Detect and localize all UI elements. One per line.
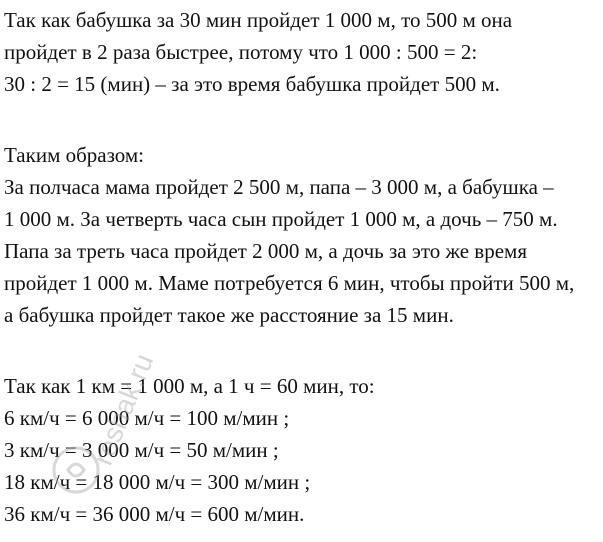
- text-line-3: 30 : 2 = 15 (мин) – за это время бабушка пройдет 500 м.: [4, 72, 500, 96]
- text-line-5: За полчаса мама пройдет 2 500 м, папа – 3 000 м, а бабушка –: [4, 175, 554, 199]
- text-line-9: а бабушка пройдет такое же расстояние за 15 мин.: [4, 303, 454, 327]
- text-line-8: пройдет 1 000 м. Маме потребуется 6 мин, чтобы пройти 500 м,: [4, 271, 575, 295]
- text-line-7: Папа за треть часа пройдет 2 000 м, а дочь за это же время: [4, 239, 527, 263]
- watermark-text: reshak.ru: [86, 349, 160, 470]
- text-line-2: пройдет в 2 раза быстрее, потому что 1 000 : 500 = 2:: [4, 40, 478, 64]
- conversion-line-2: 3 км/ч = 3 000 м/ч = 50 м/мин ;: [4, 438, 279, 462]
- summary-heading: Таким образом:: [4, 143, 145, 167]
- conversion-intro: Так как 1 км = 1 000 м, а 1 ч = 60 мин, то:: [4, 374, 375, 398]
- conversion-line-4: 36 км/ч = 36 000 м/ч = 600 м/мин.: [4, 502, 305, 526]
- text-line-6: 1 000 м. За четверть часа сын пройдет 1 000 м, а дочь – 750 м.: [4, 207, 558, 231]
- text-line-1: Так как бабушка за 30 мин пройдет 1 000 м, то 500 м она: [4, 8, 513, 32]
- watermark-logo: [28, 332, 160, 542]
- conversion-line-3: 18 км/ч = 18 000 м/ч = 300 м/мин ;: [4, 470, 311, 494]
- conversion-line-1: 6 км/ч = 6 000 м/ч = 100 м/мин ;: [4, 406, 290, 430]
